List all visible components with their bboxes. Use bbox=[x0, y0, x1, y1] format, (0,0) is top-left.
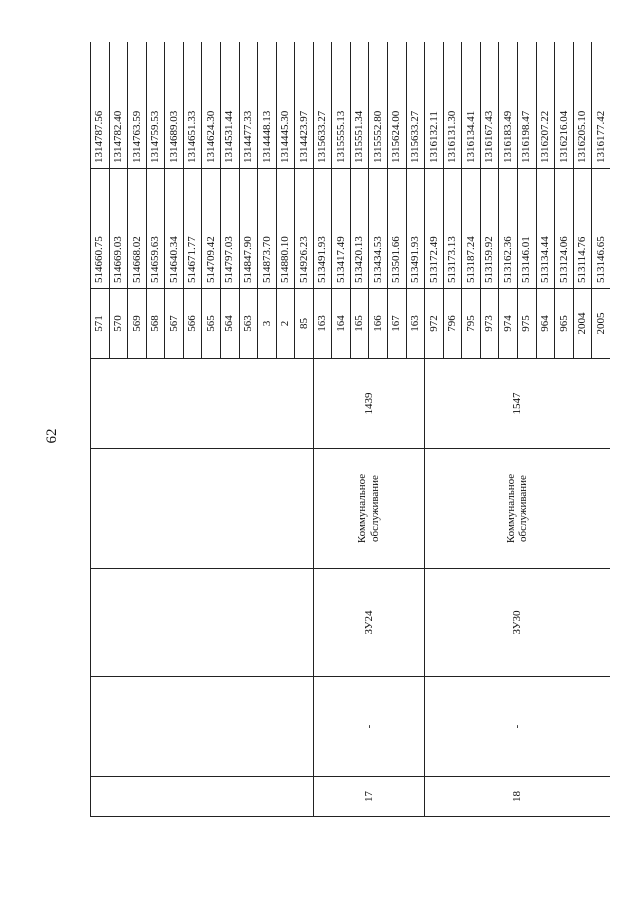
coord-x-cell: 514926.23 bbox=[295, 169, 314, 289]
coord-x-cell: 513420.13 bbox=[350, 169, 369, 289]
coord-y-cell: 1314787.56 bbox=[91, 42, 110, 169]
coord-x-cell: 513491.93 bbox=[406, 169, 425, 289]
coord-x-cell: 514671.77 bbox=[183, 169, 202, 289]
point-number-cell: 570 bbox=[109, 289, 128, 359]
group-index-cell: 17 bbox=[313, 777, 424, 817]
coord-x-cell: 514668.02 bbox=[128, 169, 147, 289]
coord-x-cell: 513187.24 bbox=[462, 169, 481, 289]
coord-x-cell: 513162.36 bbox=[499, 169, 518, 289]
point-number-cell: 568 bbox=[146, 289, 165, 359]
point-number-cell: 164 bbox=[332, 289, 351, 359]
coord-y-cell: 1314651.33 bbox=[183, 42, 202, 169]
coord-x-cell: 513173.13 bbox=[443, 169, 462, 289]
coord-y-cell: 1314448.13 bbox=[258, 42, 277, 169]
coord-y-cell: 1314689.03 bbox=[165, 42, 184, 169]
coord-x-cell: 513159.92 bbox=[480, 169, 499, 289]
coord-x-cell: 514659.63 bbox=[146, 169, 165, 289]
group-index-cell bbox=[91, 777, 314, 817]
coord-x-cell: 513417.49 bbox=[332, 169, 351, 289]
coord-y-cell: 1316134.41 bbox=[462, 42, 481, 169]
coord-x-cell: 514640.34 bbox=[165, 169, 184, 289]
coord-x-cell: 514847.90 bbox=[239, 169, 258, 289]
coord-y-cell: 1316177.42 bbox=[592, 42, 610, 169]
coord-y-cell: 1315633.27 bbox=[313, 42, 332, 169]
page-number: 62 bbox=[43, 428, 60, 444]
point-number-cell: 165 bbox=[350, 289, 369, 359]
coord-x-cell: 514873.70 bbox=[258, 169, 277, 289]
coord-y-cell: 1315551.34 bbox=[350, 42, 369, 169]
coord-x-cell: 513124.06 bbox=[555, 169, 574, 289]
point-number-cell: 2004 bbox=[573, 289, 592, 359]
coord-y-cell: 1314423.97 bbox=[295, 42, 314, 169]
plot-code-cell bbox=[91, 569, 314, 677]
coord-y-cell: 1314445.30 bbox=[276, 42, 295, 169]
coord-y-cell: 1314782.40 bbox=[109, 42, 128, 169]
coord-y-cell: 1316205.10 bbox=[573, 42, 592, 169]
coord-x-cell: 514709.42 bbox=[202, 169, 221, 289]
coord-y-cell: 1314759.53 bbox=[146, 42, 165, 169]
permitted-use-cell: Коммунальное обслуживание bbox=[313, 449, 424, 569]
table-body bbox=[91, 42, 611, 817]
coord-x-cell: 513434.53 bbox=[369, 169, 388, 289]
point-number-cell: 565 bbox=[202, 289, 221, 359]
coord-y-cell: 1314477.33 bbox=[239, 42, 258, 169]
plot-code-cell: ЗУ30 bbox=[425, 569, 610, 677]
point-number-cell: 2005 bbox=[592, 289, 610, 359]
point-number-cell: 163 bbox=[406, 289, 425, 359]
point-number-cell: 3 bbox=[258, 289, 277, 359]
group-prefix-cell: - bbox=[313, 677, 424, 777]
coord-y-cell: 1314624.30 bbox=[202, 42, 221, 169]
coord-x-cell: 513501.66 bbox=[388, 169, 407, 289]
point-number-cell: 569 bbox=[128, 289, 147, 359]
coord-x-cell: 513146.01 bbox=[517, 169, 536, 289]
permitted-use-cell: Коммунальное обслуживание bbox=[425, 449, 610, 569]
coord-y-cell: 1316131.30 bbox=[443, 42, 462, 169]
table-row bbox=[313, 42, 332, 817]
point-number-cell: 795 bbox=[462, 289, 481, 359]
table-container bbox=[90, 42, 610, 817]
coord-y-cell: 1315624.00 bbox=[388, 42, 407, 169]
coord-y-cell: 1316132.11 bbox=[425, 42, 444, 169]
group-index-cell: 18 bbox=[425, 777, 610, 817]
coord-x-cell: 513114.76 bbox=[573, 169, 592, 289]
coord-x-cell: 514669.03 bbox=[109, 169, 128, 289]
coord-x-cell: 513172.49 bbox=[425, 169, 444, 289]
point-number-cell: 563 bbox=[239, 289, 258, 359]
point-number-cell: 2 bbox=[276, 289, 295, 359]
coord-x-cell: 513134.44 bbox=[536, 169, 555, 289]
area-cell: 1439 bbox=[313, 359, 424, 449]
point-number-cell: 163 bbox=[313, 289, 332, 359]
coord-x-cell: 513491.93 bbox=[313, 169, 332, 289]
coord-y-cell: 1315633.27 bbox=[406, 42, 425, 169]
coord-y-cell: 1316216.04 bbox=[555, 42, 574, 169]
table-row bbox=[425, 42, 444, 817]
coord-y-cell: 1315552.80 bbox=[369, 42, 388, 169]
coord-x-cell: 513146.65 bbox=[592, 169, 610, 289]
point-number-cell: 566 bbox=[183, 289, 202, 359]
coord-y-cell: 1316183.49 bbox=[499, 42, 518, 169]
coord-x-cell: 514797.03 bbox=[220, 169, 239, 289]
point-number-cell: 796 bbox=[443, 289, 462, 359]
point-number-cell: 571 bbox=[91, 289, 110, 359]
table-row bbox=[91, 42, 110, 817]
coord-x-cell: 514880.10 bbox=[276, 169, 295, 289]
coord-y-cell: 1316167.43 bbox=[480, 42, 499, 169]
group-prefix-cell bbox=[91, 677, 314, 777]
point-number-cell: 974 bbox=[499, 289, 518, 359]
point-number-cell: 972 bbox=[425, 289, 444, 359]
coordinates-table bbox=[90, 42, 610, 817]
point-number-cell: 975 bbox=[517, 289, 536, 359]
point-number-cell: 564 bbox=[220, 289, 239, 359]
coord-y-cell: 1314531.44 bbox=[220, 42, 239, 169]
coord-y-cell: 1315555.13 bbox=[332, 42, 351, 169]
coord-y-cell: 1316207.22 bbox=[536, 42, 555, 169]
point-number-cell: 965 bbox=[555, 289, 574, 359]
coord-y-cell: 1314763.59 bbox=[128, 42, 147, 169]
coord-y-cell: 1316198.47 bbox=[517, 42, 536, 169]
permitted-use-cell bbox=[91, 449, 314, 569]
group-prefix-cell: - bbox=[425, 677, 610, 777]
point-number-cell: 167 bbox=[388, 289, 407, 359]
point-number-cell: 567 bbox=[165, 289, 184, 359]
point-number-cell: 85 bbox=[295, 289, 314, 359]
coord-x-cell: 514660.75 bbox=[91, 169, 110, 289]
area-cell: 1547 bbox=[425, 359, 610, 449]
point-number-cell: 973 bbox=[480, 289, 499, 359]
point-number-cell: 964 bbox=[536, 289, 555, 359]
rotated-table-frame bbox=[90, 42, 610, 817]
area-cell bbox=[91, 359, 314, 449]
plot-code-cell: ЗУ24 bbox=[313, 569, 424, 677]
point-number-cell: 166 bbox=[369, 289, 388, 359]
